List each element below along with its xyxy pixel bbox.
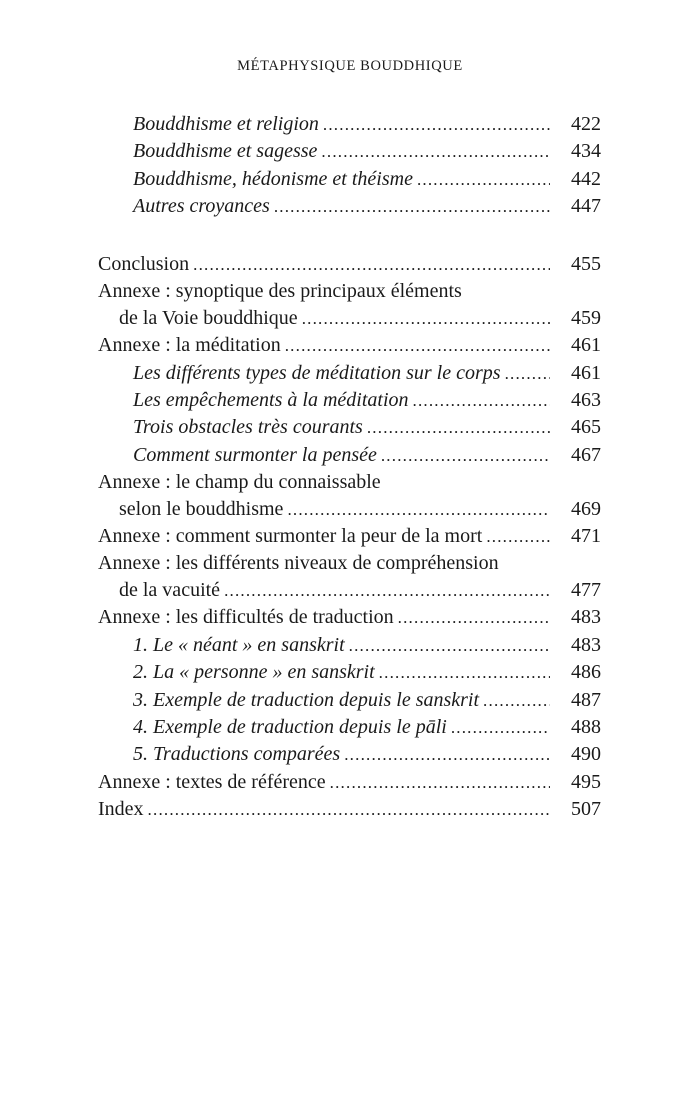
toc-entry-title: 5. Traductions comparées <box>133 743 341 766</box>
toc-entry-page: 467 <box>571 443 601 466</box>
toc-annexes <box>98 251 601 824</box>
toc-entry-page: 447 <box>571 195 601 218</box>
dot-leader <box>381 443 550 469</box>
toc-entry-title: Index <box>98 798 144 821</box>
toc-entry-title: Annexe : le champ du connaissable <box>98 471 381 494</box>
dot-leader <box>330 770 550 796</box>
toc-entry-title-continued: de la Voie bouddhique <box>119 306 298 329</box>
toc-entry-page: 483 <box>571 633 601 656</box>
toc-entry-annexe-synoptique <box>98 278 601 332</box>
toc-entry <box>98 111 601 138</box>
running-header: MÉTAPHYSIQUE BOUDDHIQUE <box>237 58 463 74</box>
dot-leader <box>367 415 550 441</box>
toc-entry-title: Comment surmonter la pensée <box>133 443 377 466</box>
toc-entry-title: Annexe : textes de référence <box>98 770 326 793</box>
toc-entry <box>98 687 601 714</box>
dot-leader <box>379 660 550 686</box>
dot-leader <box>323 112 550 138</box>
toc-entry <box>98 387 601 414</box>
toc-entry-annexe-meditation <box>98 332 601 359</box>
toc-entry-title: Bouddhisme et religion <box>133 113 319 135</box>
toc-entry-page: 442 <box>571 167 601 190</box>
toc-entry-annexe-traduction <box>98 604 601 631</box>
toc-entry <box>98 166 601 193</box>
dot-leader <box>285 333 550 359</box>
toc-entry-page: 463 <box>571 389 601 412</box>
dot-leader <box>451 715 550 741</box>
toc-entry-title: Annexe : la méditation <box>98 334 281 357</box>
dot-leader <box>274 194 550 220</box>
toc-entry-page: 483 <box>571 606 601 629</box>
toc-entry-page: 507 <box>571 798 601 821</box>
toc-entry-page: 495 <box>571 770 601 793</box>
dot-leader <box>505 361 550 387</box>
toc-entry <box>98 714 601 741</box>
dot-leader <box>193 252 550 278</box>
toc-entry-title: 1. Le « néant » en sanskrit <box>133 633 345 656</box>
toc-entry-page: 461 <box>571 334 601 357</box>
dot-leader <box>417 167 550 193</box>
dot-leader <box>287 497 550 523</box>
toc-entry-annexe-niveaux <box>98 550 601 604</box>
toc-entry-title: Autres croyances <box>133 195 270 218</box>
toc-entry-title: Bouddhisme, hédonisme et théisme <box>133 167 413 190</box>
toc-entry-conclusion <box>98 251 601 278</box>
toc-entry <box>98 138 601 165</box>
toc-entry <box>98 632 601 659</box>
toc-entry-page: 486 <box>571 661 601 684</box>
toc-entry-title: 3. Exemple de traduction depuis le sanskrit <box>133 688 480 711</box>
toc-entry-page: 477 <box>571 578 601 601</box>
toc-entry-title: Trois obstacles très courants <box>133 416 363 439</box>
toc-entry-title: Les différents types de méditation sur le corps <box>133 361 501 384</box>
toc-entry-page: 471 <box>571 525 601 548</box>
toc-entry-page: 461 <box>571 361 601 384</box>
dot-leader <box>344 742 550 768</box>
toc-entry-page: 487 <box>571 688 601 711</box>
dot-leader <box>321 139 550 165</box>
toc-entry-title: Conclusion <box>98 253 190 275</box>
toc-entry-title: Annexe : les différents niveaux de compréhension <box>98 552 499 575</box>
toc-section-continued <box>98 111 601 221</box>
toc-entry-title-continued: selon le bouddhisme <box>119 497 284 520</box>
toc-entry-page: 465 <box>571 416 601 439</box>
toc-entry-page: 459 <box>571 306 601 329</box>
toc-entry-annexe-textes <box>98 769 601 796</box>
toc-entry-title: Annexe : comment surmonter la peur de la mort <box>98 525 483 548</box>
toc-entry-page: 455 <box>571 253 601 275</box>
toc-entry-title: 2. La « personne » en sanskrit <box>133 661 375 684</box>
toc-entry-page: 434 <box>571 140 601 163</box>
toc-entry-title: Annexe : les difficultés de traduction <box>98 606 394 629</box>
toc-entry-title: Bouddhisme et sagesse <box>133 140 318 163</box>
toc-entry-title: Annexe : synoptique des principaux éléments <box>98 280 462 303</box>
dot-leader <box>148 797 550 823</box>
toc-entry-page: 422 <box>571 113 601 135</box>
dot-leader <box>302 306 550 332</box>
toc-entry-title-continued: de la vacuité <box>119 578 221 601</box>
dot-leader <box>413 388 551 414</box>
toc-entry <box>98 442 601 469</box>
toc-entry-title: 4. Exemple de traduction depuis le pāli <box>133 715 447 738</box>
toc-entry <box>98 414 601 441</box>
toc-entry <box>98 360 601 387</box>
dot-leader <box>398 605 550 631</box>
dot-leader <box>483 688 550 714</box>
toc-entry-title: Les empêchements à la méditation <box>133 389 409 412</box>
toc-entry <box>98 659 601 686</box>
dot-leader <box>486 524 550 550</box>
toc-entry-annexe-peur <box>98 523 601 550</box>
dot-leader <box>224 578 550 604</box>
toc-entry-page: 490 <box>571 743 601 766</box>
toc-entry-annexe-champ <box>98 469 601 523</box>
dot-leader <box>349 633 550 659</box>
toc-entry-page: 488 <box>571 715 601 738</box>
toc-entry <box>98 741 601 768</box>
toc-entry-page: 469 <box>571 497 601 520</box>
toc-entry-index <box>98 796 601 823</box>
toc-entry <box>98 193 601 220</box>
